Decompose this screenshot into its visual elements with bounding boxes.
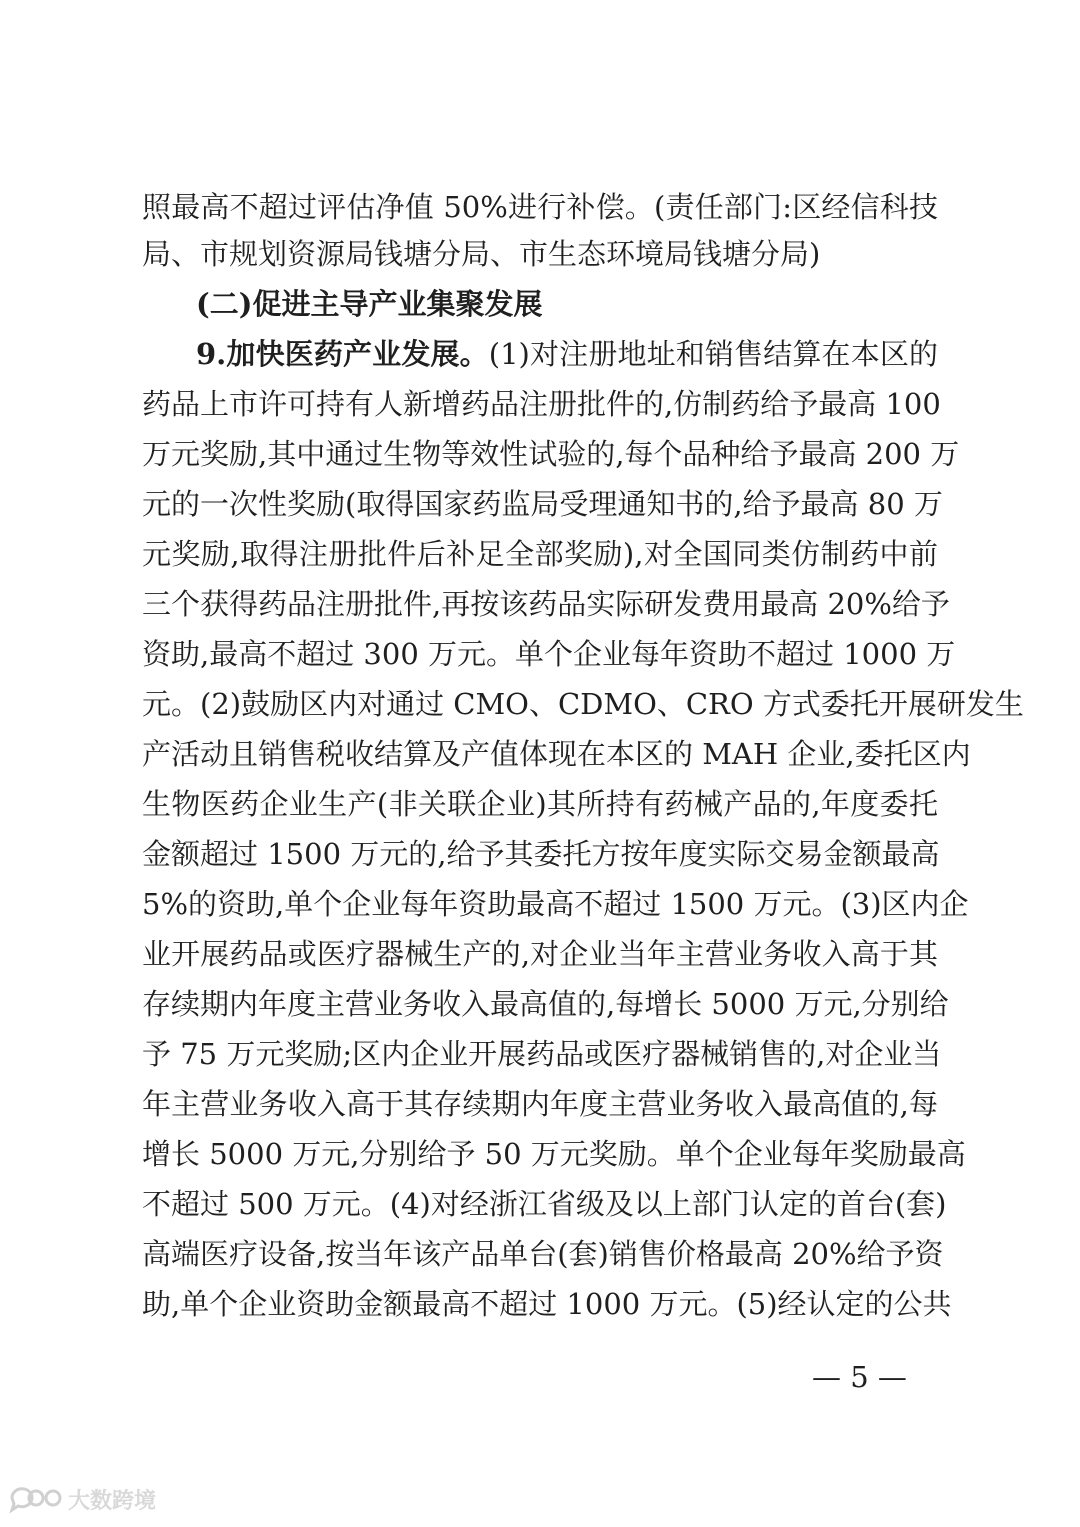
article-line-18: 高端医疗设备,按当年该产品单台(套)销售价格最高 20%给予资: [142, 1237, 944, 1271]
article-first-line-rest: (1)对注册地址和销售结算在本区的: [488, 337, 938, 371]
article-line-14: 予 75 万元奖励;区内企业开展药品或医疗器械销售的,对企业当: [142, 1037, 942, 1071]
article-line-11: 5%的资助,单个企业每年资助最高不超过 1500 万元。(3)区内企: [142, 887, 969, 921]
article-title: 9.加快医药产业发展。: [196, 337, 489, 371]
article-line-8: 产活动且销售税收结算及产值体现在本区的 MAH 企业,委托区内: [142, 737, 971, 771]
watermark: [6, 1482, 156, 1516]
article-line-4: 元奖励,取得注册批件后补足全部奖励),对全国同类仿制药中前: [142, 537, 938, 571]
article-line-17: 不超过 500 万元。(4)对经浙江省级及以上部门认定的首台(套): [142, 1187, 947, 1221]
article-line-19: 助,单个企业资助金额最高不超过 1000 万元。(5)经认定的公共: [142, 1287, 952, 1321]
article-line-3: 元的一次性奖励(取得国家药监局受理通知书的,给予最高 80 万: [142, 487, 943, 521]
article-line-13: 存续期内年度主营业务收入最高值的,每增长 5000 万元,分别给: [142, 987, 949, 1021]
speech-bubble-logo-icon: [6, 1484, 64, 1514]
article-line-9: 生物医药企业生产(非关联企业)其所持有药械产品的,年度委托: [142, 787, 938, 821]
article-line-10: 金额超过 1500 万元的,给予其委托方按年度实际交易金额最高: [142, 837, 940, 871]
article-line-1: 药品上市许可持有人新增药品注册批件的,仿制药给予最高 100: [142, 387, 941, 421]
article-line-6: 资助,最高不超过 300 万元。单个企业每年资助不超过 1000 万: [142, 637, 956, 671]
article-line-2: 万元奖励,其中通过生物等效性试验的,每个品种给予最高 200 万: [142, 437, 960, 471]
text-line-2: 局、市规划资源局钱塘分局、市生态环境局钱塘分局): [142, 237, 821, 271]
article-line-5: 三个获得药品注册批件,再按该药品实际研发费用最高 20%给予: [142, 587, 950, 621]
article-first-line: [196, 337, 938, 371]
article-line-16: 增长 5000 万元,分别给予 50 万元奖励。单个企业每年奖励最高: [142, 1137, 966, 1171]
page-number: — 5 —: [812, 1360, 907, 1394]
text-line-1: 照最高不超过评估净值 50%进行补偿。(责任部门:区经信科技: [142, 190, 938, 224]
article-line-15: 年主营业务收入高于其存续期内年度主营业务收入最高值的,每: [142, 1087, 938, 1121]
article-line-12: 业开展药品或医疗器械生产的,对企业当年主营业务收入高于其: [142, 937, 938, 971]
article-line-7: 元。(2)鼓励区内对通过 CMO、CDMO、CRO 方式委托开展研发生: [142, 687, 1024, 721]
section-heading: (二)促进主导产业集聚发展: [196, 287, 543, 321]
watermark-text: 大数跨境: [68, 1488, 157, 1514]
